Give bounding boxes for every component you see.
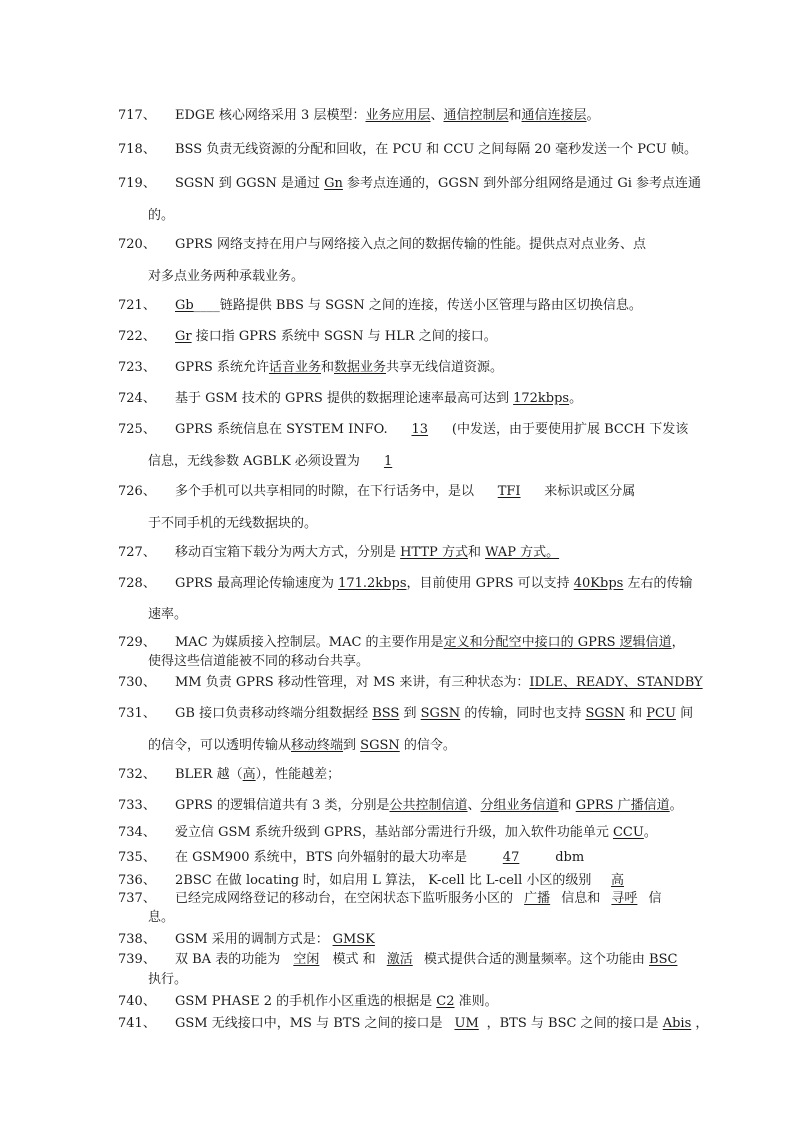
item-text [175, 671, 715, 690]
question-text: 到 [399, 706, 421, 721]
question-text: 和 [558, 798, 576, 813]
answer-text: Gr [175, 329, 192, 344]
answer-blank: 广播 [524, 891, 551, 906]
question-text: 。 [586, 108, 600, 123]
answer-blank: 高 [610, 873, 624, 888]
item-number: 720、 [118, 237, 156, 252]
answer-text: IDLE、READY、STANDBY [529, 675, 703, 690]
item-number: 739、 [118, 952, 156, 967]
item-number: 733、 [118, 798, 156, 813]
question-text: GSM 采用的调制方式是： [175, 932, 329, 947]
answer-text: GPRS 广播信道 [575, 798, 670, 813]
question-text: 信息，无线参数 AGBLK 必须设置为 [148, 454, 365, 469]
item-text [175, 846, 715, 865]
question-text: 已经完成网络登记的移动台，在空闲状态下监听服务小区的 [175, 891, 518, 906]
question-text: 到 [343, 738, 361, 753]
item-number: 725、 [118, 422, 156, 437]
question-text: (中发送，由于要使用扩展 BCCH 下发该 [447, 422, 689, 437]
item-text-continued [148, 265, 304, 284]
item-number: 718、 [118, 142, 156, 157]
item-text [175, 948, 715, 967]
answer-text: 171.2kbps [338, 576, 407, 591]
item-number: 736、 [118, 873, 156, 888]
item-text [175, 356, 715, 375]
question-text: 。 [643, 825, 657, 840]
question-text: 左右的传输 [623, 576, 693, 591]
answer-text: 172kbps [513, 391, 570, 406]
item-text [175, 172, 715, 191]
question-text: 和 [625, 706, 647, 721]
question-text: 速率。 [148, 607, 188, 622]
item-text [175, 631, 715, 650]
question-text: 共享无线信道资源。 [386, 360, 504, 375]
question-text: 链路提供 BBS 与 SGSN 之间的连接，传送小区管理与路由区切换信息。 [219, 298, 642, 313]
answer-text: PCU [646, 706, 676, 721]
question-text: GSM PHASE 2 的手机作小区重选的根据是 [175, 994, 437, 1009]
answer-text: 业务应用层 [365, 108, 431, 123]
item-text [175, 928, 715, 947]
question-text: 多个手机可以共享相同的时隙，在下行话务中，是以 [175, 484, 479, 499]
question-text: 。 [569, 391, 583, 406]
answer-blank: GMSK [332, 932, 375, 947]
answer-text: BSC [649, 952, 678, 967]
item-text [175, 763, 715, 782]
answer-text: WAP 方式。 [485, 545, 560, 560]
question-text: 基于 GSM 技术的 GPRS 提供的数据理论速率最高可达到 [175, 391, 514, 406]
item-text [175, 702, 715, 721]
answer-text: 移动终端 [291, 738, 344, 753]
item-text [175, 869, 715, 888]
item-number: 740、 [118, 994, 156, 1009]
answer-text: 高 [242, 767, 256, 782]
answer-blank: 13 [411, 422, 429, 437]
answer-blank: TFI [497, 484, 521, 499]
item-number: 719、 [118, 176, 156, 191]
question-text: ， [691, 1016, 709, 1031]
question-text: 使得这些信道能被不同的移动台共享。 [148, 654, 370, 669]
question-text: 于不同手机的无线数据块的。 [148, 516, 318, 531]
answer-blank: 47 [502, 850, 520, 865]
answer-blank: 1 [383, 454, 393, 469]
question-text: GPRS 最高理论传输速度为 [175, 576, 339, 591]
item-number: 717、 [118, 108, 156, 123]
answer-blank: 空闲 [293, 952, 320, 967]
answer-text: 40Kbps [573, 576, 624, 591]
answer-text: SGSN [420, 706, 461, 721]
answer-text: Gn [324, 176, 343, 191]
question-text: dbm [551, 850, 585, 865]
question-text: 和 [467, 545, 486, 560]
item-text-continued [148, 650, 369, 669]
question-text: GB 接口负责移动终端分组数据经 [175, 706, 373, 721]
question-text: MM 负责 GPRS 移动性管理，对 MS 来讲，有三种状态为： [175, 675, 530, 690]
question-text: ， [671, 635, 685, 650]
question-text: 移动百宝箱下载分为两大方式，分别是 [175, 545, 401, 560]
item-number: 729、 [118, 635, 156, 650]
item-text [175, 325, 715, 344]
answer-text: 定义和分配空中接口的 GPRS 逻辑信道 [443, 635, 672, 650]
answer-text: C2 [436, 994, 455, 1009]
item-text [175, 418, 715, 437]
answer-blank: UM [454, 1016, 479, 1031]
answer-text: Abis [662, 1016, 692, 1031]
item-text-continued [148, 450, 412, 469]
question-text: BLER 越（ [175, 767, 243, 782]
item-text-continued [148, 603, 187, 622]
item-text [175, 821, 715, 840]
question-text: 息。 [148, 910, 175, 925]
question-text: 和 [320, 360, 334, 375]
item-text-continued [148, 968, 187, 987]
question-text: GPRS 网络支持在用户与网络接入点之间的数据传输的性能。提供点对点业务、点 [175, 237, 646, 252]
question-text: ____ [193, 298, 220, 313]
question-text: 信 [644, 891, 662, 906]
item-number: 741、 [118, 1016, 156, 1031]
question-text: GPRS 的逻辑信道共有 3 类，分别是 [175, 798, 390, 813]
item-text [175, 387, 715, 406]
answer-text: CCU [612, 825, 644, 840]
answer-text: 话音业务 [268, 360, 321, 375]
question-text: 2BSC 在做 locating 时，如启用 L 算法， K-cell 比 L-cell 小区的级别 [175, 873, 596, 888]
item-text [175, 887, 715, 906]
answer-text: 通信连接层 [521, 108, 587, 123]
answer-text: 通信控制层 [443, 108, 509, 123]
question-text: GSM 无线接口中，MS 与 BTS 之间的接口是 [175, 1016, 447, 1031]
question-text: 爱立信 GSM 系统升级到 GPRS，基站部分需进行升级，加入软件功能单元 [175, 825, 613, 840]
answer-text: Gb [175, 298, 194, 313]
item-number: 738、 [118, 932, 156, 947]
question-text: 模式提供合适的测量频率。这个功能由 [419, 952, 650, 967]
question-text: 间 [675, 706, 694, 721]
item-text [175, 233, 715, 252]
question-text: 的。 [148, 208, 175, 223]
item-text-continued [148, 734, 456, 753]
answer-text: 数据业务 [334, 360, 387, 375]
question-text: 模式 和 [328, 952, 380, 967]
item-text-continued [148, 512, 317, 531]
item-number: 726、 [118, 484, 156, 499]
question-text: SGSN 到 GGSN 是通过 [175, 176, 325, 191]
answer-blank: 激活 [386, 952, 413, 967]
question-text: 信息和 [557, 891, 605, 906]
question-text: 在 GSM900 系统中，BTS 向外辐射的最大功率是 [175, 850, 472, 865]
question-text: 准则。 [454, 994, 498, 1009]
question-text: 对多点业务两种承载业务。 [148, 269, 305, 284]
question-text: 、 [430, 108, 444, 123]
item-text [175, 990, 715, 1009]
item-number: 723、 [118, 360, 156, 375]
item-text-continued [148, 204, 174, 223]
answer-blank: 寻呼 [611, 891, 638, 906]
question-text: 来标识或区分属 [540, 484, 636, 499]
question-text: 双 BA 表的功能为 [175, 952, 285, 967]
item-number: 730、 [118, 675, 156, 690]
item-number: 737、 [118, 891, 156, 906]
item-number: 735、 [118, 850, 156, 865]
item-number: 724、 [118, 391, 156, 406]
question-text: MAC 为媒质接入控制层。MAC 的主要作用是 [175, 635, 444, 650]
answer-text: HTTP 方式 [400, 545, 468, 560]
question-text: BSS 负责无线资源的分配和回收，在 PCU 和 CCU 之间每隔 20 毫秒发送一个 PCU 帧。 [175, 142, 698, 157]
item-text-continued [148, 906, 174, 925]
question-text: ），性能越差； [255, 767, 341, 782]
item-number: 728、 [118, 576, 156, 591]
question-text: ，BTS 与 BSC 之间的接口是 [486, 1016, 663, 1031]
item-text [175, 541, 715, 560]
item-number: 722、 [118, 329, 156, 344]
question-text: 、 [467, 798, 481, 813]
question-text: ，目前使用 GPRS 可以支持 [406, 576, 574, 591]
answer-text: BSS [372, 706, 400, 721]
question-text: GPRS 系统允许 [175, 360, 269, 375]
answer-text: 公共控制信道 [389, 798, 468, 813]
question-text: GPRS 系统信息在 SYSTEM INFO. [175, 422, 392, 437]
question-text: 的传输，同时也支持 [460, 706, 586, 721]
item-text [175, 572, 715, 591]
item-text [175, 794, 715, 813]
item-text [175, 294, 715, 313]
item-number: 734、 [118, 825, 156, 840]
question-text: 执行。 [148, 972, 188, 987]
question-text: 参考点连通的，GGSN 到外部分组网络是通过 Gi 参考点连通 [342, 176, 702, 191]
question-text: EDGE 核心网络采用 3 层模型： [175, 108, 366, 123]
item-text [175, 480, 715, 499]
item-number: 731、 [118, 706, 156, 721]
question-text: 接口指 GPRS 系统中 SGSN 与 HLR 之间的接口。 [191, 329, 497, 344]
item-number: 721、 [118, 298, 156, 313]
answer-text: SGSN [360, 738, 400, 753]
item-text [175, 1012, 715, 1031]
question-text: 。 [669, 798, 683, 813]
item-number: 732、 [118, 767, 156, 782]
item-text [175, 104, 715, 123]
answer-text: SGSN [585, 706, 626, 721]
question-text: 的信令。 [399, 738, 456, 753]
item-text [175, 138, 715, 157]
question-text: 和 [508, 108, 522, 123]
item-number: 727、 [118, 545, 156, 560]
answer-text: 分组业务信道 [480, 798, 559, 813]
question-text: 的信令，可以透明传输从 [148, 738, 292, 753]
